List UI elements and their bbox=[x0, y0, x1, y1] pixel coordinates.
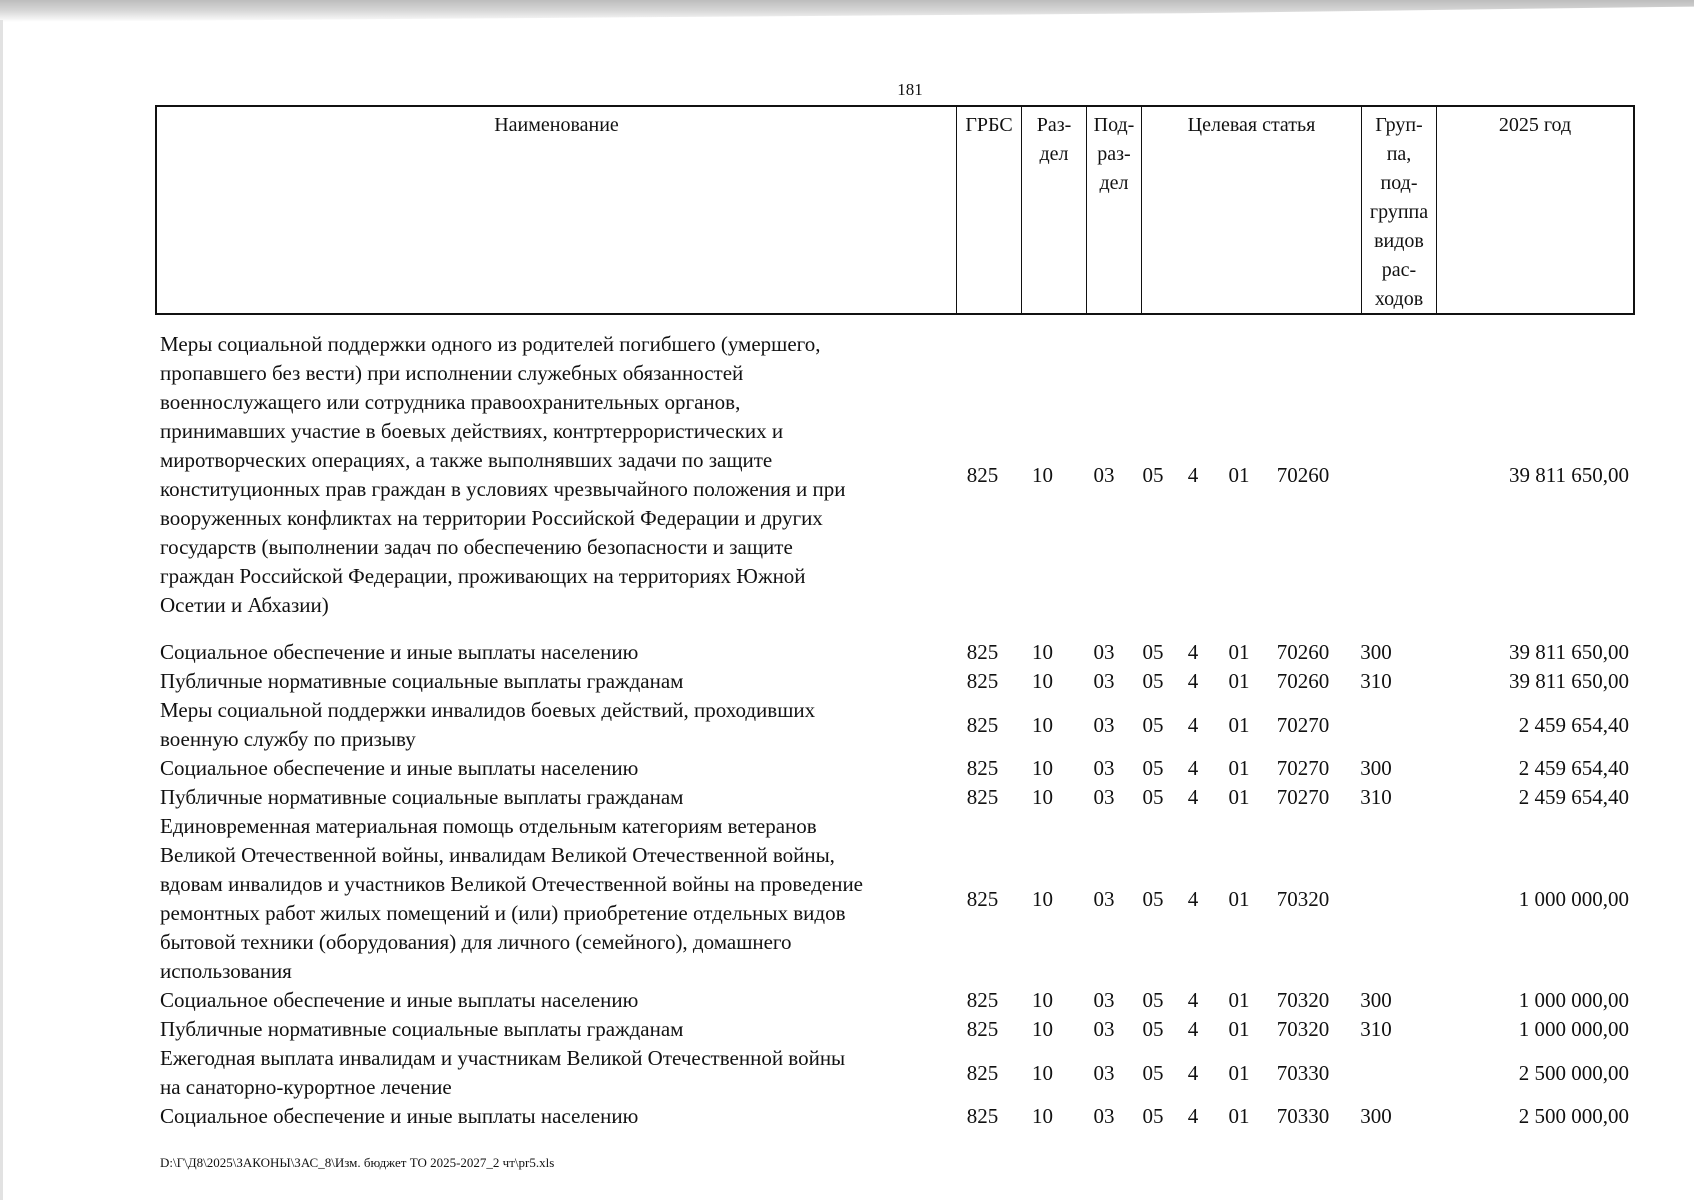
target-code-program-cell: 05 bbox=[1142, 640, 1164, 664]
podrazdel-cell: 03 bbox=[1093, 756, 1115, 780]
target-code-program-cell: 05 bbox=[1142, 988, 1164, 1012]
table-row bbox=[155, 812, 1635, 986]
grbs-cell: 825 bbox=[966, 669, 999, 693]
header-vid-line: видов bbox=[1374, 230, 1424, 252]
row-name-line: Социальное обеспечение и иные выплаты населению bbox=[160, 756, 639, 780]
row-name-line: Публичные нормативные социальные выплаты гражданам bbox=[160, 669, 684, 693]
row-name-line: Меры социальной поддержки одного из родителей погибшего (умершего, bbox=[160, 332, 821, 356]
target-code-program-cell: 05 bbox=[1142, 886, 1164, 911]
target-code-type-cell: 4 bbox=[1187, 712, 1199, 737]
target-code-type-cell: 4 bbox=[1187, 886, 1199, 911]
header-podrazdel-line: раз- bbox=[1097, 143, 1131, 165]
razdel-cell: 10 bbox=[1032, 1104, 1053, 1128]
row-name-line: граждан Российской Федерации, проживающих на территориях Южной bbox=[160, 564, 806, 588]
amount-cell: 2 459 654,40 bbox=[1518, 785, 1629, 809]
target-code-type-cell: 4 bbox=[1187, 756, 1199, 780]
target-code-program-cell: 05 bbox=[1142, 712, 1164, 737]
table-row bbox=[155, 1044, 1635, 1102]
expense-type-cell: 300 bbox=[1360, 988, 1392, 1012]
target-code-direction-cell: 70330 bbox=[1276, 1060, 1330, 1085]
target-code-direction-cell: 70320 bbox=[1276, 886, 1330, 911]
podrazdel-cell: 03 bbox=[1093, 1060, 1115, 1085]
target-code-subprogram-cell: 01 bbox=[1228, 712, 1250, 737]
table-header bbox=[155, 105, 1635, 315]
expense-type-cell: 310 bbox=[1360, 669, 1392, 693]
row-name bbox=[155, 1015, 955, 1044]
grbs-cell: 825 bbox=[966, 1060, 999, 1085]
target-code-program-cell: 05 bbox=[1142, 669, 1164, 693]
target-code-direction-cell: 70260 bbox=[1276, 462, 1330, 487]
table-row bbox=[155, 1015, 1635, 1044]
header-razdel-line: Раз- bbox=[1036, 114, 1072, 136]
row-name-line: бытовой техники (оборудования) для личного (семейного), домашнего bbox=[160, 930, 792, 954]
table-body bbox=[155, 330, 1635, 1131]
target-code-subprogram-cell: 01 bbox=[1228, 886, 1250, 911]
grbs-cell: 825 bbox=[966, 756, 999, 780]
row-name-line: конституционных прав граждан в условиях чрезвычайного положения и при bbox=[160, 477, 846, 501]
expense-type-cell: 300 bbox=[1360, 756, 1392, 780]
footer-file-path: D:\Г\Д8\2025\ЗАКОНЫ\ЗАС_8\Изм. бюджет ТО 2025-2027_2 чт\pr5.xls bbox=[160, 1155, 555, 1170]
header-vid bbox=[1362, 107, 1437, 313]
header-razdel bbox=[1022, 107, 1087, 313]
target-code-type-cell: 4 bbox=[1187, 462, 1199, 487]
row-name-line: ремонтных работ жилых помещений и (или) приобретение отдельных видов bbox=[160, 901, 846, 925]
header-grbs: ГРБС bbox=[957, 107, 1022, 313]
grbs-cell: 825 bbox=[966, 640, 999, 664]
row-name-line: Ежегодная выплата инвалидам и участникам Великой Отечественной войны bbox=[160, 1046, 846, 1070]
target-code-subprogram-cell: 01 bbox=[1228, 988, 1250, 1012]
row-name-line: использования bbox=[160, 959, 292, 983]
page-number: 181 bbox=[897, 80, 923, 99]
row-name-line: Социальное обеспечение и иные выплаты населению bbox=[160, 640, 639, 664]
podrazdel-cell: 03 bbox=[1093, 785, 1115, 809]
target-code-subprogram-cell: 01 bbox=[1228, 1017, 1250, 1041]
row-name-line: военнослужащего или сотрудника правоохранительных органов, bbox=[160, 390, 741, 414]
table-row bbox=[155, 667, 1635, 696]
grbs-cell: 825 bbox=[966, 1104, 999, 1128]
razdel-cell: 10 bbox=[1032, 712, 1053, 737]
row-name bbox=[155, 783, 955, 812]
row-name-line: Единовременная материальная помощь отдельным категориям ветеранов bbox=[160, 814, 817, 838]
amount-cell: 2 500 000,00 bbox=[1518, 1104, 1629, 1128]
target-code-direction-cell: 70260 bbox=[1276, 669, 1330, 693]
target-code-type-cell: 4 bbox=[1187, 669, 1199, 693]
razdel-cell: 10 bbox=[1032, 785, 1053, 809]
table-row bbox=[155, 783, 1635, 812]
amount-cell: 2 500 000,00 bbox=[1518, 1060, 1629, 1085]
grbs-cell: 825 bbox=[966, 1017, 999, 1041]
row-name-line: государств (выполнении задач по обеспечению безопасности и защите bbox=[160, 535, 793, 559]
row-name-line: Социальное обеспечение и иные выплаты населению bbox=[160, 988, 639, 1012]
amount-cell: 1 000 000,00 bbox=[1518, 886, 1629, 911]
amount-cell: 39 811 650,00 bbox=[1509, 640, 1629, 664]
row-name-line: вдовам инвалидов и участников Великой Отечественной войны на проведение bbox=[160, 872, 863, 896]
razdel-cell: 10 bbox=[1032, 988, 1053, 1012]
razdel-cell: 10 bbox=[1032, 462, 1053, 487]
header-vid-line: па, bbox=[1386, 143, 1412, 165]
row-name bbox=[155, 812, 955, 986]
target-code-subprogram-cell: 01 bbox=[1228, 785, 1250, 809]
target-code-program-cell: 05 bbox=[1142, 1060, 1164, 1085]
table-row bbox=[155, 696, 1635, 754]
header-vid-line: ходов bbox=[1374, 288, 1424, 310]
amount-cell: 39 811 650,00 bbox=[1509, 669, 1629, 693]
target-code-direction-cell: 70260 bbox=[1276, 640, 1330, 664]
target-code-type-cell: 4 bbox=[1187, 640, 1199, 664]
podrazdel-cell: 03 bbox=[1093, 1104, 1115, 1128]
row-name-line: Осетии и Абхазии) bbox=[160, 593, 329, 617]
header-vid-line: Груп- bbox=[1375, 114, 1423, 136]
podrazdel-cell: 03 bbox=[1093, 640, 1115, 664]
grbs-cell: 825 bbox=[966, 886, 999, 911]
target-code-subprogram-cell: 01 bbox=[1228, 1060, 1250, 1085]
target-code-direction-cell: 70320 bbox=[1276, 988, 1330, 1012]
amount-cell: 2 459 654,40 bbox=[1518, 756, 1629, 780]
podrazdel-cell: 03 bbox=[1093, 886, 1115, 911]
row-name-line: пропавшего без вести) при исполнении служебных обязанностей bbox=[160, 361, 744, 385]
amount-cell: 39 811 650,00 bbox=[1509, 462, 1629, 487]
razdel-cell: 10 bbox=[1032, 1060, 1053, 1085]
target-code-type-cell: 4 bbox=[1187, 785, 1199, 809]
row-name-line: Великой Отечественной войны, инвалидам Великой Отечественной войны, bbox=[160, 843, 835, 867]
podrazdel-cell: 03 bbox=[1093, 1017, 1115, 1041]
header-razdel-line: дел bbox=[1039, 143, 1069, 165]
target-code-direction-cell: 70320 bbox=[1276, 1017, 1330, 1041]
table-row bbox=[155, 1102, 1635, 1131]
target-code-subprogram-cell: 01 bbox=[1228, 1104, 1250, 1128]
row-name-line: на санаторно-курортное лечение bbox=[160, 1075, 452, 1099]
target-code-direction-cell: 70330 bbox=[1276, 1104, 1330, 1128]
target-code-subprogram-cell: 01 bbox=[1228, 462, 1250, 487]
amount-cell: 1 000 000,00 bbox=[1518, 1017, 1629, 1041]
row-name-line: Публичные нормативные социальные выплаты гражданам bbox=[160, 785, 684, 809]
target-code-program-cell: 05 bbox=[1142, 756, 1164, 780]
header-vid-line: рас- bbox=[1381, 259, 1417, 281]
expense-type-cell: 300 bbox=[1360, 1104, 1392, 1128]
target-code-program-cell: 05 bbox=[1142, 785, 1164, 809]
row-name bbox=[155, 638, 955, 667]
razdel-cell: 10 bbox=[1032, 1017, 1053, 1041]
table-row bbox=[155, 986, 1635, 1015]
header-podrazdel bbox=[1087, 107, 1142, 313]
row-name-line: Социальное обеспечение и иные выплаты населению bbox=[160, 1104, 639, 1128]
target-code-type-cell: 4 bbox=[1187, 1104, 1199, 1128]
target-code-program-cell: 05 bbox=[1142, 462, 1164, 487]
podrazdel-cell: 03 bbox=[1093, 988, 1115, 1012]
target-code-type-cell: 4 bbox=[1187, 988, 1199, 1012]
row-name bbox=[155, 696, 955, 754]
header-vid-line: под- bbox=[1380, 172, 1418, 194]
expense-type-cell: 310 bbox=[1360, 785, 1392, 809]
target-code-type-cell: 4 bbox=[1187, 1060, 1199, 1085]
header-vid-line: группа bbox=[1369, 201, 1429, 223]
grbs-cell: 825 bbox=[966, 988, 999, 1012]
table-row bbox=[155, 638, 1635, 667]
target-code-subprogram-cell: 01 bbox=[1228, 640, 1250, 664]
row-name-line: военную службу по призыву bbox=[160, 727, 416, 751]
target-code-program-cell: 05 bbox=[1142, 1017, 1164, 1041]
target-code-direction-cell: 70270 bbox=[1276, 712, 1330, 737]
target-code-type-cell: 4 bbox=[1187, 1017, 1199, 1041]
row-name bbox=[155, 986, 955, 1015]
podrazdel-cell: 03 bbox=[1093, 669, 1115, 693]
amount-cell: 1 000 000,00 bbox=[1518, 988, 1629, 1012]
podrazdel-cell: 03 bbox=[1093, 462, 1115, 487]
row-name-line: Публичные нормативные социальные выплаты гражданам bbox=[160, 1017, 684, 1041]
razdel-cell: 10 bbox=[1032, 756, 1053, 780]
target-code-direction-cell: 70270 bbox=[1276, 756, 1330, 780]
expense-type-cell: 310 bbox=[1360, 1017, 1392, 1041]
grbs-cell: 825 bbox=[966, 462, 999, 487]
row-name bbox=[155, 1044, 955, 1102]
row-name-line: Меры социальной поддержки инвалидов боевых действий, проходивших bbox=[160, 698, 816, 722]
razdel-cell: 10 bbox=[1032, 640, 1053, 664]
grbs-cell: 825 bbox=[966, 785, 999, 809]
expense-type-cell: 300 bbox=[1360, 640, 1392, 664]
header-podrazdel-line: дел bbox=[1099, 172, 1129, 194]
target-code-program-cell: 05 bbox=[1142, 1104, 1164, 1128]
target-code-subprogram-cell: 01 bbox=[1228, 669, 1250, 693]
row-name bbox=[155, 330, 955, 620]
header-year: 2025 год bbox=[1498, 114, 1572, 136]
razdel-cell: 10 bbox=[1032, 886, 1053, 911]
row-name-line: миротворческих операциях, а также выполнявших задачи по защите bbox=[160, 448, 773, 472]
row-name bbox=[155, 667, 955, 696]
podrazdel-cell: 03 bbox=[1093, 712, 1115, 737]
scan-edge-top bbox=[0, 0, 1694, 22]
header-podrazdel-line: Под- bbox=[1093, 114, 1135, 136]
header-target: Целевая статья bbox=[1142, 107, 1362, 313]
row-name-line: вооруженных конфликтах на территории Российской Федерации и других bbox=[160, 506, 823, 530]
table-row bbox=[155, 330, 1635, 620]
row-name bbox=[155, 1102, 955, 1131]
table-row bbox=[155, 754, 1635, 783]
target-code-subprogram-cell: 01 bbox=[1228, 756, 1250, 780]
razdel-cell: 10 bbox=[1032, 669, 1053, 693]
amount-cell: 2 459 654,40 bbox=[1518, 712, 1629, 737]
grbs-cell: 825 bbox=[966, 712, 999, 737]
row-name-line: принимавших участие в боевых действиях, контртеррористических и bbox=[160, 419, 784, 443]
scan-edge-left bbox=[0, 20, 3, 1200]
row-name bbox=[155, 754, 955, 783]
target-code-direction-cell: 70270 bbox=[1276, 785, 1330, 809]
header-name: Наименование bbox=[157, 107, 957, 313]
